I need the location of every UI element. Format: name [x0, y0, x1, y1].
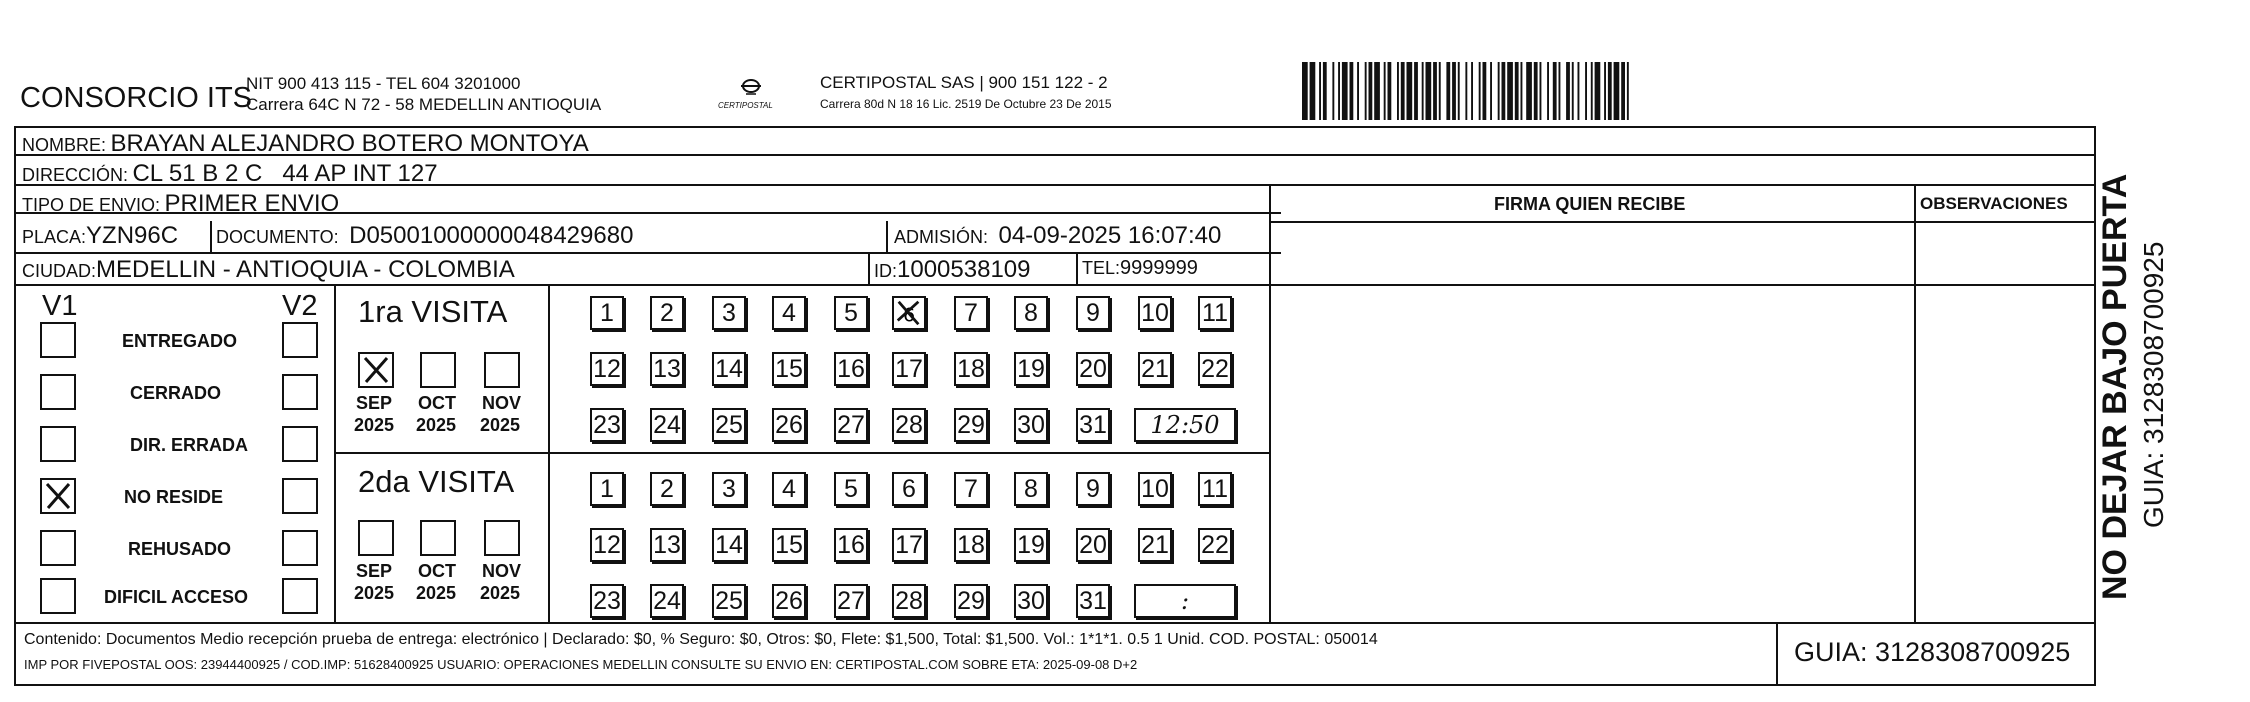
nombre-label: NOMBRE:: [22, 135, 107, 155]
day-box-24[interactable]: 24: [650, 584, 684, 618]
day-box-17[interactable]: 17: [892, 528, 926, 562]
month-checkbox-sep[interactable]: [358, 352, 394, 388]
nombre-value: BRAYAN ALEJANDRO BOTERO MONTOYA: [110, 130, 589, 157]
month-year: 2025: [354, 583, 395, 603]
status-v1-checkbox[interactable]: [40, 578, 76, 614]
day-box-31[interactable]: 31: [1076, 584, 1110, 618]
visit-time-field[interactable]: :: [1134, 584, 1236, 618]
status-label: REHUSADO: [128, 539, 232, 559]
ciudad-value: MEDELLIN - ANTIOQUIA - COLOMBIA: [96, 256, 515, 283]
day-box-29[interactable]: 29: [954, 584, 988, 618]
v1-header: V1: [42, 290, 78, 322]
observaciones-header: OBSERVACIONES: [1920, 194, 2068, 213]
status-v1-checkbox[interactable]: [40, 478, 76, 514]
day-box-14[interactable]: 14: [712, 352, 746, 386]
status-label: CERRADO: [130, 383, 222, 403]
v2-header: V2: [282, 290, 318, 322]
month-year: 2025: [354, 415, 395, 435]
company-name: CONSORCIO ITS: [20, 82, 253, 114]
status-v2-checkbox[interactable]: [282, 374, 318, 410]
month-label: OCT: [418, 393, 456, 413]
day-box-29[interactable]: 29: [954, 408, 988, 442]
month-year: 2025: [480, 415, 521, 435]
documento-label: DOCUMENTO:: [216, 227, 339, 247]
day-box-12[interactable]: 12: [590, 528, 624, 562]
day-box-9[interactable]: 9: [1076, 296, 1110, 330]
month-label: SEP: [356, 393, 393, 413]
day-box-20[interactable]: 20: [1076, 528, 1110, 562]
day-box-1[interactable]: 1: [590, 472, 624, 506]
direccion-label: DIRECCIÓN:: [22, 165, 129, 185]
day-box-2[interactable]: 2: [650, 296, 684, 330]
day-box-22[interactable]: 22: [1198, 352, 1232, 386]
day-box-31[interactable]: 31: [1076, 408, 1110, 442]
day-box-22[interactable]: 22: [1198, 528, 1232, 562]
day-box-4[interactable]: 4: [772, 472, 806, 506]
admision-value: 04-09-2025 16:07:40: [998, 222, 1222, 249]
footer-contenido: Contenido: Documentos Medio recepción prueba de entrega: electrónico | Declarado: $0, % Seguro: $0, Otros: $0, Flete: $1,500, Total: $1,500. Vol.: 1*1*1. 0.5 1 Unid. COD. POSTAL: 050014: [24, 631, 1378, 648]
day-box-8[interactable]: 8: [1014, 296, 1048, 330]
status-v2-checkbox[interactable]: [282, 478, 318, 514]
no-dejar-bajo-puerta: NO DEJAR BAJO PUERTA: [2096, 173, 2134, 600]
certipostal-logo: CERTIPOSTAL: [708, 76, 778, 116]
month-label: NOV: [482, 561, 522, 581]
day-box-6[interactable]: 6: [892, 472, 926, 506]
month-year: 2025: [416, 415, 457, 435]
month-year: 2025: [416, 583, 457, 603]
month-checkbox-oct[interactable]: [420, 520, 456, 556]
month-label: SEP: [356, 561, 393, 581]
day-box-18[interactable]: 18: [954, 528, 988, 562]
day-box-13[interactable]: 13: [650, 528, 684, 562]
status-v1-checkbox[interactable]: [40, 426, 76, 462]
month-checkbox-nov[interactable]: [484, 352, 520, 388]
status-label: ENTREGADO: [122, 331, 238, 351]
day-box-25[interactable]: 25: [712, 408, 746, 442]
day-box-21[interactable]: 21: [1138, 352, 1172, 386]
status-v2-checkbox[interactable]: [282, 426, 318, 462]
day-box-4[interactable]: 4: [772, 296, 806, 330]
day-box-14[interactable]: 14: [712, 528, 746, 562]
visit1-title: 1ra VISITA: [358, 294, 508, 329]
footer-guia: GUIA: 3128308700925: [1794, 637, 2071, 667]
day-box-10[interactable]: 10: [1138, 472, 1172, 506]
day-box-5[interactable]: 5: [834, 472, 868, 506]
day-box-15[interactable]: 15: [772, 528, 806, 562]
day-box-26[interactable]: 26: [772, 584, 806, 618]
admision-label: ADMISIÓN:: [894, 227, 989, 247]
day-box-6[interactable]: [892, 296, 926, 330]
tipo-label: TIPO DE ENVIO:: [22, 195, 161, 215]
day-box-23[interactable]: 23: [590, 408, 624, 442]
day-box-26[interactable]: 26: [772, 408, 806, 442]
day-box-30[interactable]: 30: [1014, 408, 1048, 442]
day-box-16[interactable]: 16: [834, 352, 868, 386]
status-label: DIR. ERRADA: [130, 435, 249, 455]
day-box-19[interactable]: 19: [1014, 528, 1048, 562]
status-v2-checkbox[interactable]: [282, 530, 318, 566]
firma-header: FIRMA QUIEN RECIBE: [1494, 194, 1686, 214]
id-value: 1000538109: [897, 256, 1031, 283]
company-address: Carrera 64C N 72 - 58 MEDELLIN ANTIOQUIA: [246, 95, 602, 114]
ciudad-label: CIUDAD:: [22, 261, 97, 281]
day-box-5[interactable]: 5: [834, 296, 868, 330]
day-box-3[interactable]: 3: [712, 472, 746, 506]
status-v2-checkbox[interactable]: [282, 322, 318, 358]
day-box-27[interactable]: 27: [834, 408, 868, 442]
day-box-17[interactable]: 17: [892, 352, 926, 386]
visit-time-field[interactable]: 12:50: [1134, 408, 1236, 442]
day-box-11[interactable]: 11: [1198, 472, 1232, 506]
side-guia: GUIA: 3128308700925: [2138, 241, 2169, 528]
month-checkbox-nov[interactable]: [484, 520, 520, 556]
visit2-title: 2da VISITA: [358, 464, 515, 499]
day-box-3[interactable]: 3: [712, 296, 746, 330]
day-box-25[interactable]: 25: [712, 584, 746, 618]
month-label: NOV: [482, 393, 522, 413]
day-box-13[interactable]: 13: [650, 352, 684, 386]
month-label: OCT: [418, 561, 456, 581]
direccion-value: CL 51 B 2 C 44 AP INT 127: [132, 160, 438, 187]
day-box-21[interactable]: 21: [1138, 528, 1172, 562]
placa-value: YZN96C: [86, 222, 179, 249]
day-box-8[interactable]: 8: [1014, 472, 1048, 506]
day-box-7[interactable]: 7: [954, 296, 988, 330]
day-box-10[interactable]: 10: [1138, 296, 1172, 330]
documento-value: D05001000000048429680: [349, 222, 634, 249]
id-label: ID:: [874, 261, 898, 281]
day-box-16[interactable]: 16: [834, 528, 868, 562]
day-box-23[interactable]: 23: [590, 584, 624, 618]
day-box-1[interactable]: 1: [590, 296, 624, 330]
tel-value: 9999999: [1120, 257, 1198, 279]
day-box-20[interactable]: 20: [1076, 352, 1110, 386]
tipo-value: PRIMER ENVIO: [164, 190, 340, 217]
day-box-18[interactable]: 18: [954, 352, 988, 386]
day-box-24[interactable]: 24: [650, 408, 684, 442]
day-box-9[interactable]: 9: [1076, 472, 1110, 506]
svg-text:6: 6: [903, 303, 915, 327]
status-label: NO RESIDE: [124, 487, 224, 507]
status-label: DIFICIL ACCESO: [104, 587, 249, 607]
day-box-7[interactable]: 7: [954, 472, 988, 506]
day-box-30[interactable]: 30: [1014, 584, 1048, 618]
month-checkbox-sep[interactable]: [358, 520, 394, 556]
status-v1-checkbox[interactable]: [40, 530, 76, 566]
tel-label: TEL:: [1082, 258, 1121, 278]
day-box-28[interactable]: 28: [892, 584, 926, 618]
day-box-2[interactable]: 2: [650, 472, 684, 506]
day-box-28[interactable]: 28: [892, 408, 926, 442]
status-v2-checkbox[interactable]: [282, 578, 318, 614]
barcode: [1302, 62, 1938, 120]
status-v1-checkbox[interactable]: [40, 322, 76, 358]
carrier-license: Carrera 80d N 18 16 Lic. 2519 De Octubre 23 De 2015: [820, 97, 1112, 111]
day-box-12[interactable]: 12: [590, 352, 624, 386]
placa-label: PLACA:: [22, 227, 87, 247]
company-nit: NIT 900 413 115 - TEL 604 3201000: [246, 74, 521, 93]
day-box-15[interactable]: 15: [772, 352, 806, 386]
month-year: 2025: [480, 583, 521, 603]
status-v1-checkbox[interactable]: [40, 374, 76, 410]
day-box-27[interactable]: 27: [834, 584, 868, 618]
carrier-name: CERTIPOSTAL SAS | 900 151 122 - 2: [820, 73, 1108, 92]
footer-imp: IMP POR FIVEPOSTAL OOS: 23944400925 / COD.IMP: 51628400925 USUARIO: OPERACIONES MEDELLIN CONSULTE SU ENVIO EN: CERTIPOSTAL.COM SOBRE ETA: 2025-09-08 D+2: [24, 657, 1138, 672]
day-box-19[interactable]: 19: [1014, 352, 1048, 386]
month-checkbox-oct[interactable]: [420, 352, 456, 388]
day-box-11[interactable]: 11: [1198, 296, 1232, 330]
